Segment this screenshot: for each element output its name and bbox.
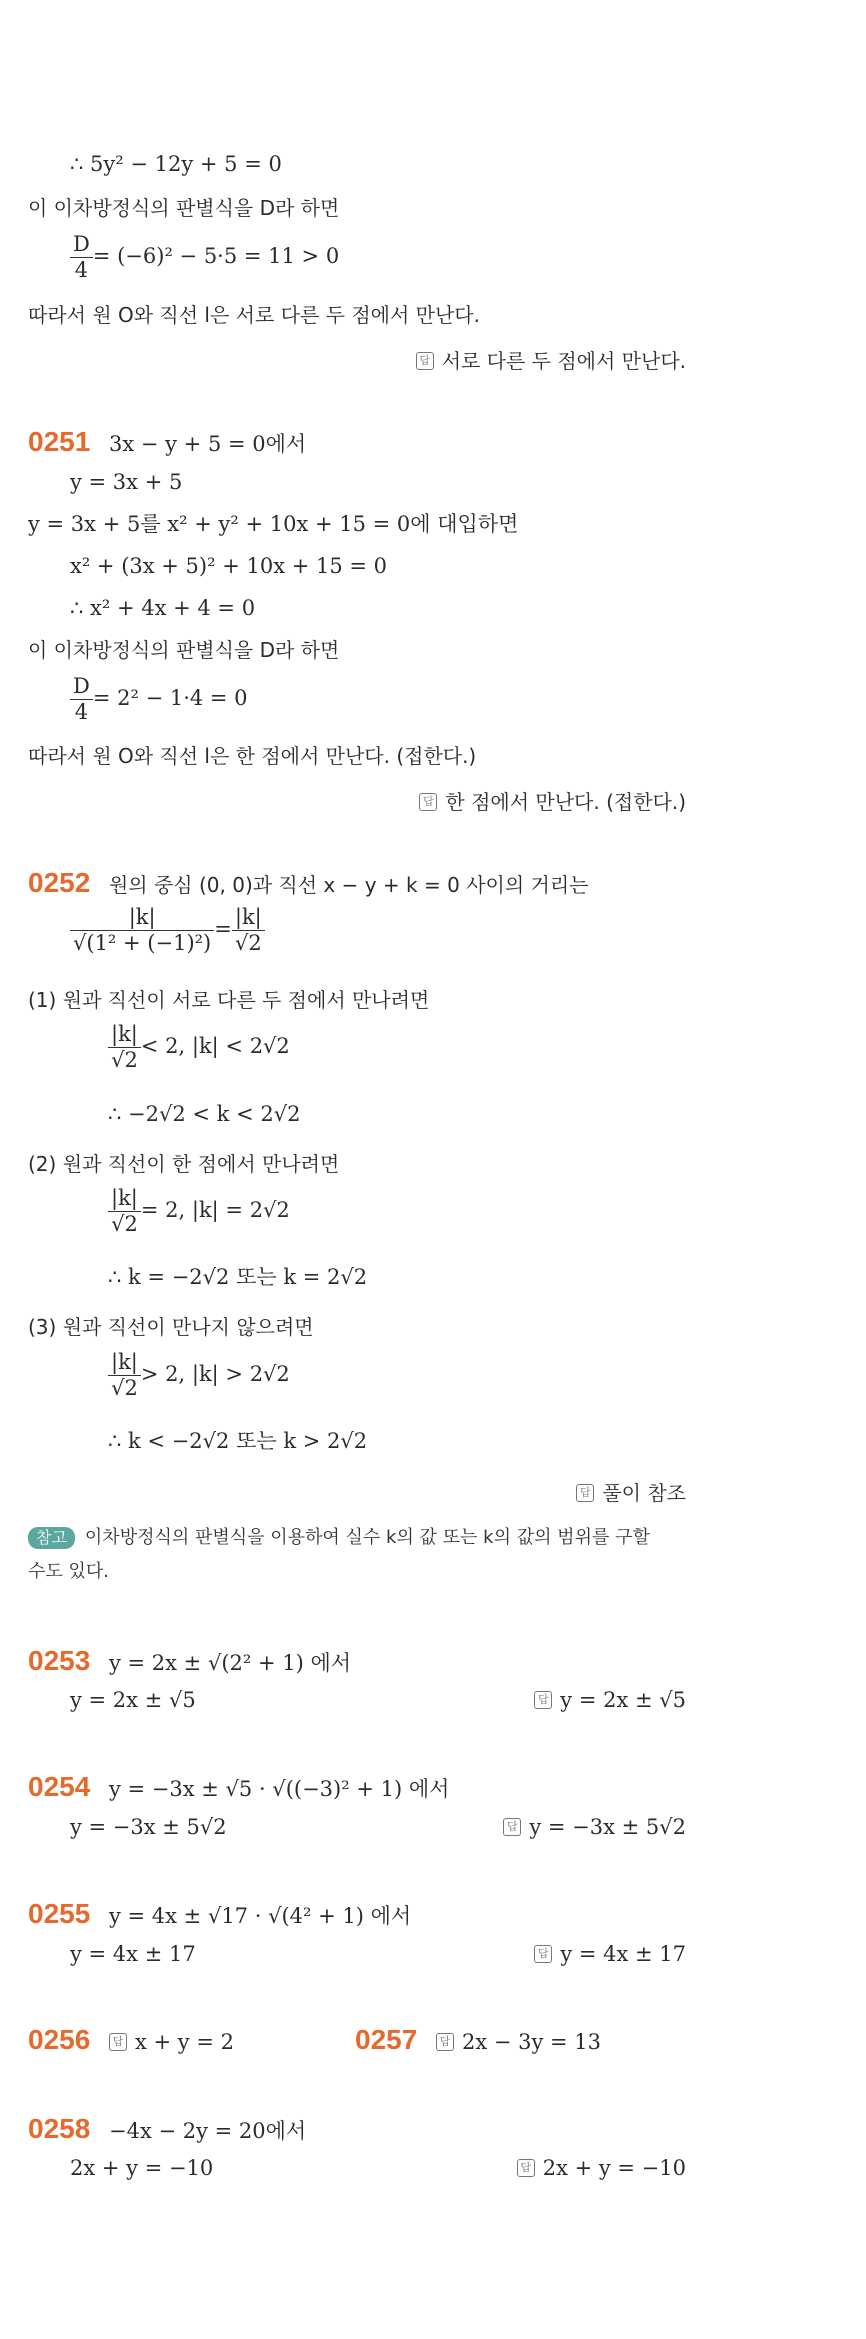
fraction-eq: $\frac{|k|}{√2}$ > 2, |k| > 2√2 — [108, 1350, 290, 1401]
answer-icon: 답 — [517, 2159, 535, 2177]
fraction-eq: $\frac{D}{4}$ = 2² − 1·4 = 0 — [70, 674, 248, 725]
problem-0251: 0251 3x − y + 5 = 0에서 — [28, 426, 307, 457]
answer-icon: 답 — [534, 1691, 552, 1709]
fraction: $\frac{|k|}{√2}$ — [108, 1022, 141, 1073]
fraction: $\frac{D}{4}$ — [70, 674, 93, 725]
eq-line: ∴ k = −2√2 또는 k = 2√2 — [108, 1265, 368, 1289]
case-title: (3) 원과 직선이 만나지 않으려면 — [28, 1315, 314, 1339]
eq-line: ∴ 5y² − 12y + 5 = 0 — [70, 152, 282, 176]
case-title: (1) 원과 직선이 서로 다른 두 점에서 만나려면 — [28, 988, 430, 1012]
note-continued: 수도 있다. — [28, 1561, 109, 1582]
text-line: 따라서 원 O와 직선 l은 서로 다른 두 점에서 만난다. — [28, 303, 480, 327]
problem-number: 0255 — [28, 1898, 91, 1929]
answer: 답 y = −3x ± 5√2 — [503, 1815, 686, 1839]
fraction-eq: $\frac{|k|}{√2}$ = 2, |k| = 2√2 — [108, 1186, 290, 1237]
answer: 답 한 점에서 만난다. (접한다.) — [419, 786, 686, 815]
answer-icon: 답 — [109, 2033, 127, 2051]
fraction-eq: $\frac{|k|}{√2}$ < 2, |k| < 2√2 — [108, 1022, 290, 1073]
eq-line: y = 3x + 5를 x² + y² + 10x + 15 = 0에 대입하면 — [28, 512, 519, 536]
answer: 답 풀이 참조 — [576, 1477, 686, 1506]
problem-0258: 0258 −4x − 2y = 20에서 — [28, 2113, 307, 2144]
fraction: $\frac{|k|}{√2}$ — [232, 905, 265, 956]
problem-number: 0257 — [355, 2024, 418, 2055]
eq-line: y = −3x ± 5√2 — [70, 1815, 227, 1839]
problem-number: 0256 — [28, 2024, 91, 2055]
problem-number: 0251 — [28, 426, 91, 457]
answer-icon: 답 — [534, 1945, 552, 1963]
text-line: 이 이차방정식의 판별식을 D라 하면 — [28, 638, 340, 662]
eq-line: ∴ k < −2√2 또는 k > 2√2 — [108, 1429, 368, 1453]
fraction: $\frac{D}{4}$ — [70, 232, 93, 283]
problem-number: 0252 — [28, 867, 91, 898]
problem-0255: 0255 y = 4x ± √17 · √(4² + 1) 에서 — [28, 1898, 412, 1929]
answer-icon: 답 — [419, 793, 437, 811]
problem-0254: 0254 y = −3x ± √5 · √((−3)² + 1) 에서 — [28, 1771, 450, 1802]
text-line: 따라서 원 O와 직선 l은 한 점에서 만난다. (접한다.) — [28, 744, 477, 768]
answer: 답 y = 4x ± 17 — [534, 1942, 686, 1966]
fraction-eq: $\frac{D}{4}$ = (−6)² − 5·5 = 11 > 0 — [70, 232, 339, 283]
problem-0252: 0252 원의 중심 (0, 0)과 직선 x − y + k = 0 사이의 거리는 — [28, 867, 589, 898]
eq-line: x² + (3x + 5)² + 10x + 15 = 0 — [70, 554, 388, 578]
problem-number: 0254 — [28, 1771, 91, 1802]
text-line: 이 이차방정식의 판별식을 D라 하면 — [28, 196, 340, 220]
answer-icon: 답 — [576, 1484, 594, 1502]
fraction: $\frac{|k|}{√2}$ — [108, 1186, 141, 1237]
problem-0253: 0253 y = 2x ± √(2² + 1) 에서 — [28, 1645, 352, 1676]
answer: 답 2x + y = −10 — [517, 2156, 686, 2180]
problem-0257: 0257 답 2x − 3y = 13 — [355, 2024, 602, 2055]
eq-line: y = 4x ± 17 — [70, 1942, 196, 1966]
fraction: $\frac{|k|}{\text{√(1² + (−1)²)}}$ — [70, 905, 214, 956]
problem-number: 0258 — [28, 2113, 91, 2144]
answer: 답 서로 다른 두 점에서 만난다. — [416, 345, 686, 374]
problem-0256: 0256 답 x + y = 2 — [28, 2024, 234, 2055]
fraction: $\frac{|k|}{√2}$ — [108, 1350, 141, 1401]
case-title: (2) 원과 직선이 한 점에서 만나려면 — [28, 1152, 340, 1176]
eq-line: y = 2x ± √5 — [70, 1688, 196, 1712]
answer-icon: 답 — [416, 352, 434, 370]
eq-line: 2x + y = −10 — [70, 2156, 214, 2180]
answer-icon: 답 — [436, 2033, 454, 2051]
eq-line: y = 3x + 5 — [70, 470, 183, 494]
eq-line: ∴ x² + 4x + 4 = 0 — [70, 596, 256, 620]
note-badge: 참고 — [28, 1527, 75, 1549]
answer: 답 y = 2x ± √5 — [534, 1688, 686, 1712]
distance-eq: $\frac{|k|}{\text{√(1² + (−1)²)}}$ = $\frac{|k|}{√2}$ — [70, 905, 265, 956]
note: 참고 이차방정식의 판별식을 이용하여 실수 k의 값 또는 k의 값의 범위를 구할 — [28, 1524, 650, 1549]
answer-icon: 답 — [503, 1818, 521, 1836]
eq-line: ∴ −2√2 < k < 2√2 — [108, 1102, 301, 1126]
problem-number: 0253 — [28, 1645, 91, 1676]
